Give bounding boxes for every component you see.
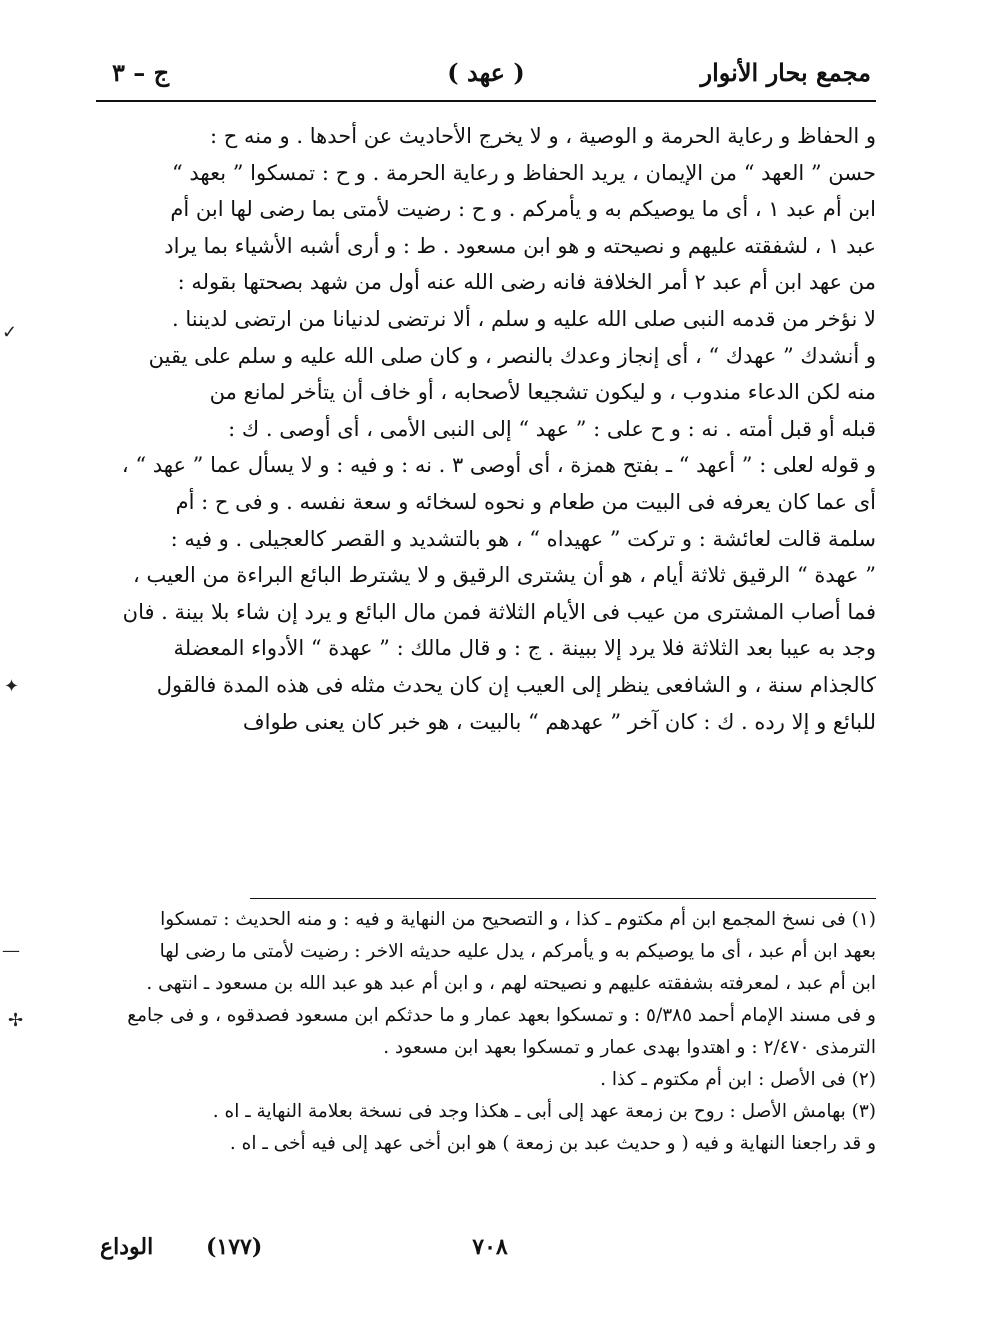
text-line: عبد ١ ، لشفقته عليهم و نصيحته و هو ابن مسعود . ط : و أرى أشبه الأشياء بما يراد [164,233,876,258]
text-line: من عهد ابن أم عبد ٢ أمر الخلافة فانه رضى الله عنه أول من شهد بصحتها بقوله : [177,270,876,295]
margin-mark: ✓ [2,322,18,343]
margin-mark: ✢ [8,1010,24,1031]
volume-label: ج – ٣ [112,58,170,87]
page-number: ٧٠٨ [472,1234,508,1260]
text-line: كالجذام سنة ، و الشافعى ينظر إلى العيب إن كان يحدث مثله فى هذه المدة فالقول [156,672,876,697]
footnote-line: و قد راجعنا النهاية و فيه ( و حديث عبد بن زمعة ) هو ابن أخى عهد إلى فيه أخى ـ اه . [229,1133,876,1154]
sequence-number: (١٧٧) [206,1234,263,1260]
text-line: و الحفاظ و رعاية الحرمة و الوصية ، و لا يخرج الأحاديث عن أحدها . و منه ح : [210,124,876,148]
book-title: مجمع بحار الأنوار [700,58,871,87]
text-line: حسن ” العهد “ من الإيمان ، يريد الحفاظ و رعاية الحرمة . و ح : تمسكوا ” بعهد “ [171,160,876,185]
text-line: منه لكن الدعاء مندوب ، و ليكون تشجيعا لأصحابه ، أو خاف أن يتأخر لمانع من [209,380,876,405]
entry-heading: ( عهد ) [447,58,525,87]
text-line: وجد به عيبا بعد الثلاثة فلا يرد إلا ببينة . ج : و قال مالك : ” عهدة “ الأدواء المعضلة [173,636,876,661]
text-line: ” عهدة “ الرقيق ثلاثة أيام ، هو أن يشترى الرقيق و لا يشترط البائع البراءة من العيب ، [133,563,876,588]
text-line: و قوله لعلى : ” أعهد “ ـ بفتح همزة ، أى أوصى ٣ . نه : و فيه : و لا يسأل عما ” عهد “ ، [121,453,876,478]
text-line: للبائع و إلا رده . ك : كان آخر ” عهدهم “ بالبيت ، هو خبر كان يعنى طواف [242,709,876,734]
footnote-line: الترمذى ٢/٤٧٠ : و اهتدوا بهدى عمار و تمسكوا بعهد ابن مسعود . [383,1037,876,1058]
text-line: فما أصاب المشترى من عيب فى الأيام الثلاثة فمن مال البائع و يرد إن شاء بلا بينة . فان [122,599,876,624]
text-line: سلمة قالت لعائشة : و تركت ” عهيداه “ ، هو بالتشديد و القصر كالعجيلى . و فيه : [170,526,876,551]
footnote-line: و فى مسند الإمام أحمد ٥/٣٨٥ : و تمسكوا بعهد عمار و ما حدثكم ابن مسعود فصدقوه ، و فى جامع [127,1005,876,1026]
footnote-line: ابن أم عبد ، لمعرفته بشفقته عليهم و نصيحته لهم ، و ابن أم عبد هو عبد الله بن مسعود ـ انتهى . [146,973,876,994]
margin-mark: ✦ [4,676,20,697]
main-text [96,118,876,740]
header-rule [96,100,876,102]
footnote-line: بعهد ابن أم عبد ، أى ما يوصيكم به و يأمركم ، يدل عليه حديثه الاخر : رضيت لأمتى ما رضى لها [159,941,876,962]
text-line: أى عما كان يعرفه فى البيت من طعام و نحوه لسخائه و سعة نفسه . و فى ح : أم [175,489,876,514]
footnote-line: (٢) فى الأصل : ابن أم مكتوم ـ كذا . [600,1069,876,1090]
text-line: ابن أم عبد ١ ، أى ما يوصيكم به و يأمركم . و ح : رضيت لأمتى بما رضى لها ابن أم [170,197,876,222]
footnote-line: (٣) بهامش الأصل : روح بن زمعة عهد إلى أبى ـ هكذا وجد فى نسخة بعلامة النهاية ـ اه . [212,1101,876,1122]
text-line: لا نؤخر من قدمه النبى صلى الله عليه و سلم ، ألا نرتضى لدنيانا من ارتضى لديننا . [171,306,876,331]
text-line: قبله أو قبل أمته . نه : و ح على : ” عهد “ إلى النبى الأمى ، أى أوصى . ك : [228,416,876,441]
footnote-rule [250,898,876,899]
footnotes [96,904,876,1160]
margin-mark: — [2,940,20,961]
catchword: الوداع [100,1234,154,1260]
footnote-line: (١) فى نسخ المجمع ابن أم مكتوم ـ كذا ، و التصحيح من النهاية و فيه : و منه الحديث : تمسكوا [160,909,876,930]
text-line: و أنشدك ” عهدك “ ، أى إنجاز وعدك بالنصر ، و كان صلى الله عليه و سلم على يقين [148,343,876,368]
